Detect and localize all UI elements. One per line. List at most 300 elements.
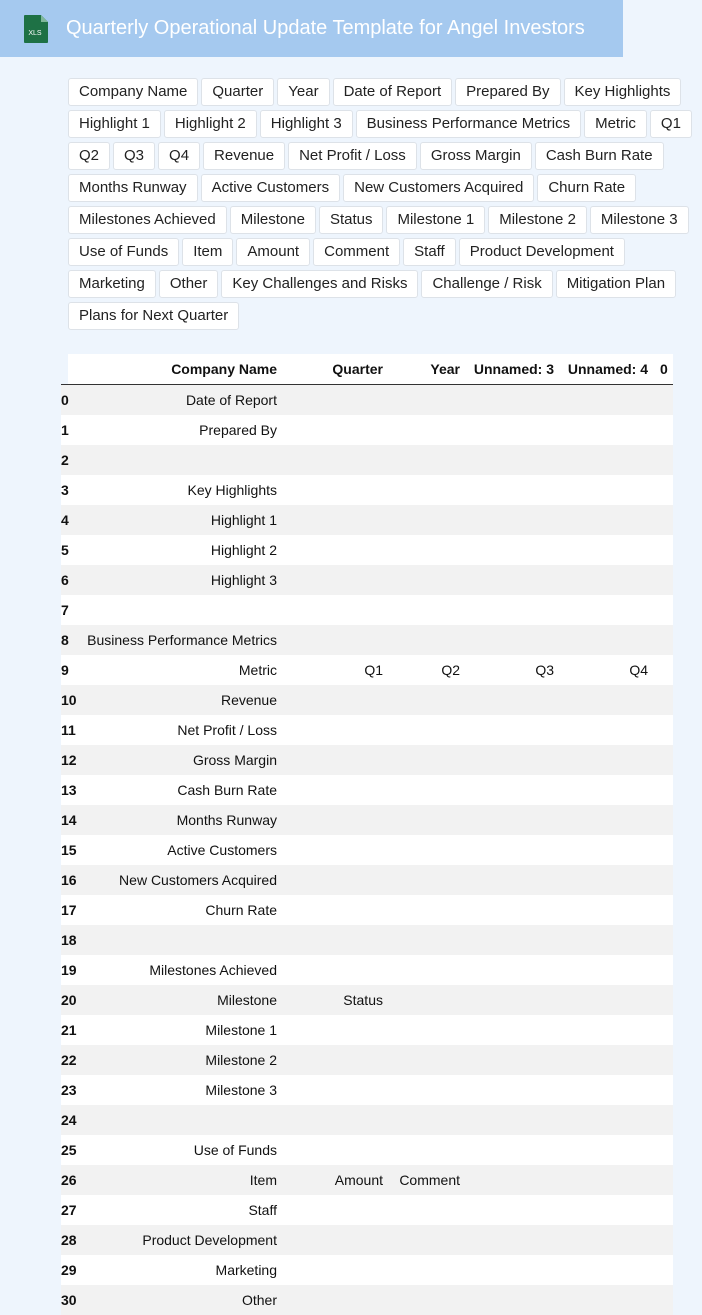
table-cell — [560, 505, 654, 535]
row-index: 2 — [61, 452, 69, 468]
table-row — [61, 955, 673, 985]
table-cell: Marketing — [215, 1262, 277, 1278]
table-cell — [389, 1195, 466, 1225]
table-cell — [283, 1195, 389, 1225]
table-cell — [283, 595, 389, 625]
column-chip[interactable]: Milestone 3 — [590, 206, 689, 234]
table-cell — [466, 1225, 560, 1255]
column-chip[interactable]: Milestones Achieved — [68, 206, 227, 234]
table-cell — [283, 415, 389, 445]
table-cell — [283, 625, 389, 655]
table-cell — [560, 415, 654, 445]
table-cell — [466, 985, 560, 1015]
column-chip[interactable]: New Customers Acquired — [343, 174, 534, 202]
row-index: 1 — [61, 422, 69, 438]
page-title: Quarterly Operational Update Template for Angel Investors — [66, 17, 585, 39]
table-cell — [654, 505, 673, 535]
table-cell — [466, 1285, 560, 1315]
table-cell — [283, 835, 389, 865]
table-cell — [560, 565, 654, 595]
table-cell — [389, 535, 466, 565]
table-cell — [560, 1195, 654, 1225]
table-cell — [389, 385, 466, 416]
table-row — [61, 1285, 673, 1315]
row-index: 18 — [61, 932, 77, 948]
table-cell — [389, 685, 466, 715]
table-cell: Months Runway — [176, 812, 277, 828]
table-cell — [654, 1105, 673, 1135]
column-chip[interactable]: Metric — [584, 110, 647, 138]
table-cell — [654, 655, 673, 685]
table-cell — [283, 1105, 389, 1135]
column-chip[interactable]: Revenue — [203, 142, 285, 170]
table-cell — [466, 685, 560, 715]
table-cell — [560, 1075, 654, 1105]
table-cell — [466, 625, 560, 655]
table-cell — [466, 955, 560, 985]
table-row — [61, 1045, 673, 1075]
row-index: 11 — [61, 722, 76, 738]
table-cell — [560, 1045, 654, 1075]
table-cell: Business Performance Metrics — [87, 632, 277, 648]
table-cell — [560, 1165, 654, 1195]
table-cell: Q2 — [441, 662, 460, 678]
column-chip[interactable]: Key Highlights — [564, 78, 682, 106]
column-chip[interactable]: Milestone 2 — [488, 206, 587, 234]
table-row — [61, 415, 673, 445]
table-cell: Milestones Achieved — [149, 962, 277, 978]
table-cell — [654, 865, 673, 895]
table-cell — [466, 1105, 560, 1135]
table-cell — [389, 775, 466, 805]
table-cell — [466, 925, 560, 955]
table-cell — [466, 745, 560, 775]
table-cell — [654, 835, 673, 865]
table-cell — [283, 1255, 389, 1285]
column-chip[interactable]: Prepared By — [455, 78, 560, 106]
table-row — [61, 1255, 673, 1285]
column-chip[interactable]: Quarter — [201, 78, 274, 106]
column-chip[interactable]: Milestone — [230, 206, 316, 234]
table-cell — [283, 1135, 389, 1165]
column-header: Unnamed: 3 — [466, 354, 560, 385]
table-cell: Active Customers — [167, 842, 277, 858]
table-cell — [560, 595, 654, 625]
table-cell — [75, 595, 283, 625]
table-cell — [560, 745, 654, 775]
column-chip[interactable]: Staff — [403, 238, 456, 266]
table-cell: Use of Funds — [193, 1142, 277, 1158]
column-chip[interactable]: Challenge / Risk — [421, 270, 552, 298]
table-cell: Q4 — [629, 662, 648, 678]
table-cell — [654, 1165, 673, 1195]
table-cell — [389, 445, 466, 475]
table-cell: New Customers Acquired — [119, 872, 277, 888]
column-chip[interactable]: Highlight 1 — [68, 110, 161, 138]
row-index: 28 — [61, 1232, 77, 1248]
row-index: 19 — [61, 962, 77, 978]
table-cell — [389, 1135, 466, 1165]
row-index: 4 — [61, 512, 69, 528]
column-chip[interactable]: Months Runway — [68, 174, 198, 202]
row-index: 17 — [61, 902, 77, 918]
table-cell — [466, 1075, 560, 1105]
table-cell: Product Development — [142, 1232, 277, 1248]
column-header — [61, 354, 75, 385]
table-cell — [560, 685, 654, 715]
table-cell — [466, 1255, 560, 1285]
table-row — [61, 775, 673, 805]
row-index: 24 — [61, 1112, 77, 1128]
table-row — [61, 985, 673, 1015]
table-cell — [389, 595, 466, 625]
row-index: 13 — [61, 782, 77, 798]
table-cell — [283, 505, 389, 535]
column-chip[interactable]: Status — [319, 206, 384, 234]
column-chip[interactable]: Item — [182, 238, 233, 266]
column-chip[interactable]: Q4 — [158, 142, 200, 170]
table-cell: Cash Burn Rate — [177, 782, 277, 798]
table-cell: Highlight 2 — [210, 542, 277, 558]
table-cell — [654, 1075, 673, 1105]
table-cell — [389, 1255, 466, 1285]
column-chip[interactable]: Plans for Next Quarter — [68, 302, 239, 330]
table-cell — [654, 985, 673, 1015]
table-cell: Prepared By — [199, 422, 277, 438]
table-cell — [389, 625, 466, 655]
table-cell — [654, 385, 673, 416]
table-row — [61, 715, 673, 745]
table-cell — [654, 925, 673, 955]
column-chip[interactable]: Cash Burn Rate — [535, 142, 664, 170]
table-cell — [654, 475, 673, 505]
table-cell — [466, 505, 560, 535]
table-cell — [654, 1225, 673, 1255]
table-cell: Q1 — [364, 662, 383, 678]
table-cell — [560, 445, 654, 475]
column-chip[interactable]: Net Profit / Loss — [288, 142, 417, 170]
column-chip-list — [68, 78, 698, 330]
table-cell — [466, 1195, 560, 1225]
table-cell: Metric — [238, 662, 277, 678]
table-cell — [283, 1225, 389, 1255]
table-cell — [389, 805, 466, 835]
table-cell — [283, 775, 389, 805]
row-index: 29 — [61, 1262, 77, 1278]
table-cell — [75, 925, 283, 955]
table-cell — [389, 1045, 466, 1075]
table-cell — [389, 955, 466, 985]
table-cell: Other — [241, 1292, 277, 1308]
table-cell — [283, 925, 389, 955]
row-index: 16 — [61, 872, 77, 888]
column-chip[interactable]: Highlight 2 — [164, 110, 257, 138]
table-cell — [654, 535, 673, 565]
table-cell — [654, 775, 673, 805]
table-cell: Highlight 1 — [210, 512, 277, 528]
table-cell: Comment — [399, 1172, 460, 1188]
column-header: Company Name — [75, 354, 283, 385]
table-header-row — [61, 354, 673, 385]
table-row — [61, 1135, 673, 1165]
row-index: 14 — [61, 812, 77, 828]
row-index: 23 — [61, 1082, 77, 1098]
table-row — [61, 1105, 673, 1135]
row-index: 25 — [61, 1142, 77, 1158]
column-chip[interactable]: Q2 — [68, 142, 110, 170]
table-cell — [389, 895, 466, 925]
table-cell — [389, 1075, 466, 1105]
table-cell — [283, 715, 389, 745]
table-cell — [389, 835, 466, 865]
table-cell — [560, 1015, 654, 1045]
table-cell — [75, 445, 283, 475]
column-header: Quarter — [283, 354, 389, 385]
table-row — [61, 565, 673, 595]
table-row — [61, 535, 673, 565]
table-cell — [654, 1195, 673, 1225]
table-cell: Item — [249, 1172, 277, 1188]
table-row — [61, 1225, 673, 1255]
table-cell — [283, 1285, 389, 1315]
table-cell — [389, 1015, 466, 1045]
column-chip[interactable]: Active Customers — [201, 174, 341, 202]
table-cell — [466, 895, 560, 925]
table-cell — [654, 1015, 673, 1045]
table-cell — [560, 1225, 654, 1255]
table-row — [61, 1015, 673, 1045]
table-cell — [283, 805, 389, 835]
table-cell — [466, 715, 560, 745]
table-cell — [466, 1015, 560, 1045]
column-chip[interactable]: Q1 — [650, 110, 692, 138]
table-row — [61, 925, 673, 955]
table-cell — [283, 445, 389, 475]
table-cell — [283, 685, 389, 715]
table-cell — [283, 385, 389, 416]
table-cell — [389, 1105, 466, 1135]
table-cell — [283, 895, 389, 925]
table-row — [61, 595, 673, 625]
table-row — [61, 445, 673, 475]
table-cell — [466, 1045, 560, 1075]
table-cell — [466, 445, 560, 475]
column-chip[interactable]: Use of Funds — [68, 238, 179, 266]
table-cell — [389, 985, 466, 1015]
table-cell — [560, 835, 654, 865]
table-cell — [283, 565, 389, 595]
table-cell — [654, 715, 673, 745]
table-cell — [466, 1165, 560, 1195]
table-row — [61, 385, 673, 416]
table-cell — [560, 1285, 654, 1315]
table-cell — [389, 1225, 466, 1255]
table-cell — [466, 805, 560, 835]
row-index: 30 — [61, 1292, 77, 1308]
page-header — [0, 0, 623, 57]
table-cell — [654, 1255, 673, 1285]
column-chip[interactable]: Product Development — [459, 238, 625, 266]
table-cell: Churn Rate — [205, 902, 277, 918]
table-cell — [283, 1075, 389, 1105]
table-cell — [654, 895, 673, 925]
table-row — [61, 745, 673, 775]
table-cell — [560, 895, 654, 925]
row-index: 27 — [61, 1202, 77, 1218]
table-cell — [389, 475, 466, 505]
table-row — [61, 1165, 673, 1195]
spreadsheet-file-icon — [22, 14, 50, 44]
row-index: 6 — [61, 572, 69, 588]
table-row — [61, 1195, 673, 1225]
table-row — [61, 475, 673, 505]
row-index: 26 — [61, 1172, 77, 1188]
table-row — [61, 625, 673, 655]
table-cell — [389, 1285, 466, 1315]
table-cell: Staff — [248, 1202, 277, 1218]
table-cell — [654, 565, 673, 595]
table-row — [61, 895, 673, 925]
row-index: 7 — [61, 602, 69, 618]
table-cell — [654, 745, 673, 775]
column-chip[interactable]: Date of Report — [333, 78, 453, 106]
table-cell: Amount — [334, 1172, 383, 1188]
table-cell: Q3 — [535, 662, 554, 678]
table-row — [61, 835, 673, 865]
table-cell — [283, 1045, 389, 1075]
table-cell — [560, 865, 654, 895]
data-table-container[interactable] — [61, 354, 673, 1308]
row-index: 21 — [61, 1022, 77, 1038]
row-index: 20 — [61, 992, 77, 1008]
table-cell: Milestone 1 — [205, 1022, 277, 1038]
table-cell — [466, 835, 560, 865]
column-chip[interactable]: Highlight 3 — [260, 110, 353, 138]
table-cell — [654, 625, 673, 655]
table-cell — [560, 1135, 654, 1165]
column-chip[interactable]: Milestone 1 — [386, 206, 485, 234]
table-cell — [466, 1135, 560, 1165]
table-cell — [654, 805, 673, 835]
table-cell — [389, 745, 466, 775]
table-cell — [466, 595, 560, 625]
table-cell: Status — [343, 992, 383, 1008]
table-cell — [466, 565, 560, 595]
table-cell — [560, 715, 654, 745]
column-chip[interactable]: Amount — [236, 238, 310, 266]
row-index: 0 — [61, 392, 69, 408]
table-cell — [283, 1015, 389, 1045]
table-row — [61, 655, 673, 685]
table-cell — [75, 1105, 283, 1135]
table-cell — [466, 415, 560, 445]
column-header: Unnamed: 4 — [560, 354, 654, 385]
icon-label: XLS — [28, 30, 42, 37]
table-cell — [283, 535, 389, 565]
table-cell: Net Profit / Loss — [177, 722, 277, 738]
column-chip[interactable]: Other — [159, 270, 219, 298]
row-index: 8 — [61, 632, 69, 648]
table-cell — [389, 715, 466, 745]
table-cell — [560, 985, 654, 1015]
table-cell — [654, 595, 673, 625]
row-index: 3 — [61, 482, 69, 498]
table-cell — [389, 415, 466, 445]
table-cell — [466, 475, 560, 505]
column-chip[interactable]: Company Name — [68, 78, 198, 106]
table-cell — [389, 865, 466, 895]
column-chip[interactable]: Marketing — [68, 270, 156, 298]
table-cell: Date of Report — [185, 392, 277, 408]
row-index: 9 — [61, 662, 69, 678]
table-cell — [560, 775, 654, 805]
column-header: 0 — [654, 354, 673, 385]
data-table — [61, 354, 673, 1315]
table-cell: Milestone 3 — [205, 1082, 277, 1098]
table-cell — [654, 955, 673, 985]
table-cell — [283, 745, 389, 775]
column-chip[interactable]: Year — [277, 78, 329, 106]
table-cell: Key Highlights — [187, 482, 277, 498]
table-cell — [654, 1045, 673, 1075]
table-cell — [560, 925, 654, 955]
table-cell — [466, 535, 560, 565]
table-cell: Revenue — [220, 692, 277, 708]
column-chip[interactable]: Gross Margin — [420, 142, 532, 170]
table-cell — [560, 475, 654, 505]
table-cell — [283, 955, 389, 985]
column-chip[interactable]: Churn Rate — [537, 174, 636, 202]
table-cell — [283, 475, 389, 505]
table-cell — [389, 505, 466, 535]
table-row — [61, 1075, 673, 1105]
column-chip[interactable]: Q3 — [113, 142, 155, 170]
table-cell — [560, 955, 654, 985]
table-cell — [466, 865, 560, 895]
table-row — [61, 865, 673, 895]
column-chip[interactable]: Mitigation Plan — [556, 270, 676, 298]
table-cell — [654, 415, 673, 445]
table-cell — [654, 1285, 673, 1315]
table-cell — [560, 805, 654, 835]
row-index: 15 — [61, 842, 77, 858]
table-cell: Milestone 2 — [205, 1052, 277, 1068]
row-index: 5 — [61, 542, 69, 558]
table-cell — [560, 385, 654, 416]
table-cell — [466, 385, 560, 416]
table-row — [61, 685, 673, 715]
table-cell: Highlight 3 — [210, 572, 277, 588]
table-cell — [560, 1255, 654, 1285]
column-chip[interactable]: Business Performance Metrics — [356, 110, 581, 138]
table-cell: Milestone — [217, 992, 277, 1008]
row-index: 12 — [61, 752, 77, 768]
table-cell — [389, 565, 466, 595]
row-index: 22 — [61, 1052, 77, 1068]
table-cell — [654, 685, 673, 715]
table-cell — [654, 1135, 673, 1165]
table-cell — [560, 1105, 654, 1135]
column-chip[interactable]: Comment — [313, 238, 400, 266]
column-chip[interactable]: Key Challenges and Risks — [221, 270, 418, 298]
table-cell — [560, 535, 654, 565]
table-row — [61, 805, 673, 835]
table-cell — [560, 625, 654, 655]
row-index: 10 — [61, 692, 77, 708]
column-header: Year — [389, 354, 466, 385]
table-cell — [466, 775, 560, 805]
table-cell: Gross Margin — [192, 752, 277, 768]
